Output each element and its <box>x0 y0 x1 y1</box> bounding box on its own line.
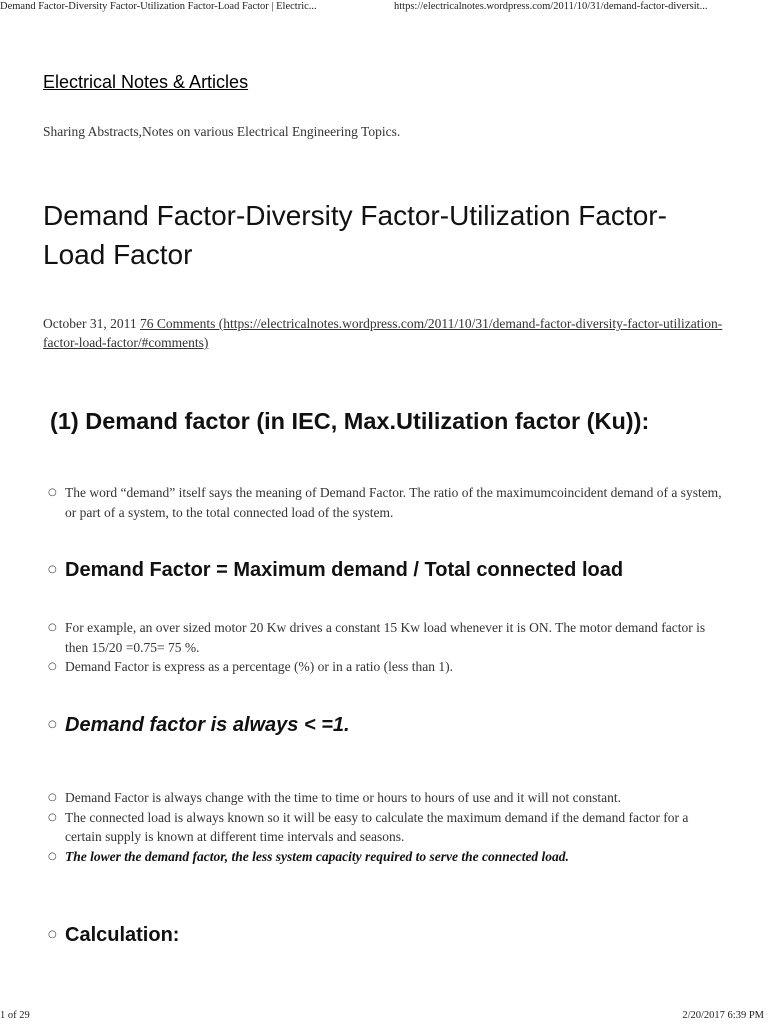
intro-list <box>48 483 728 522</box>
post-title: Demand Factor-Diversity Factor-Utilization Factor-Load Factor <box>43 200 667 270</box>
print-header <box>0 0 768 16</box>
print-footer <box>0 1010 768 1024</box>
list-item <box>48 557 728 583</box>
list-item <box>48 788 728 808</box>
circle-bullet-icon: ○ <box>48 564 57 575</box>
site-title-link[interactable]: Electrical Notes & Articles <box>43 72 249 92</box>
rule-heading: Demand factor is always < =1. <box>65 714 350 736</box>
section-heading-demand-factor: (1) Demand factor (in IEC, Max.Utilization factor (Ku)): <box>50 408 650 434</box>
circle-bullet-icon: ○ <box>48 487 57 498</box>
post-meta <box>43 314 723 352</box>
list-item-text: For example, an over sized motor 20 Kw drives a constant 15 Kw load whenever it is ON. The motor demand factor is then 15/20 =0.75= 75 %. <box>65 620 706 655</box>
example-list <box>48 618 728 677</box>
print-datetime: 2/20/2017 6:39 PM <box>682 1010 764 1021</box>
formula-heading: Demand Factor = Maximum demand / Total connected load <box>65 559 624 581</box>
emphasis-text: The lower the demand factor, the less system capacity required to serve the connected load. <box>65 848 569 864</box>
rule-list <box>48 712 728 738</box>
print-page-url: https://electricalnotes.wordpress.com/2011/10/31/demand-factor-diversit... <box>394 1 708 12</box>
list-item-text: Demand Factor is express as a percentage (%) or in a ratio (less than 1). <box>65 659 453 674</box>
list-item <box>48 712 728 738</box>
formula-list <box>48 557 728 583</box>
circle-bullet-icon: ○ <box>48 622 57 633</box>
notes-list <box>48 788 728 866</box>
print-page-title: Demand Factor-Diversity Factor-Utilization Factor-Load Factor | Electric... <box>0 1 317 12</box>
list-item <box>48 847 728 867</box>
circle-bullet-icon: ○ <box>48 661 57 672</box>
list-item <box>48 808 728 847</box>
site-description: Sharing Abstracts,Notes on various Electrical Engineering Topics. <box>43 124 401 139</box>
list-item-text: Demand Factor is always change with the time to time or hours to hours of use and it will not constant. <box>65 790 622 805</box>
list-item <box>48 657 728 677</box>
calculation-list <box>48 922 728 948</box>
circle-bullet-icon: ○ <box>48 792 57 803</box>
page-counter: 1 of 29 <box>0 1010 30 1021</box>
list-item-text: The word “demand” itself says the meaning of Demand Factor. The ratio of the maximumcoincident demand of a system, or part of a system, to the total connected load of the system. <box>65 485 722 520</box>
circle-bullet-icon: ○ <box>48 850 57 862</box>
comments-link[interactable]: 76 Comments (https://electricalnotes.wordpress.com/2011/10/31/demand-factor-diversity-factor-utilization-factor-load-factor/#comments) <box>43 316 723 350</box>
circle-bullet-icon: ○ <box>48 811 57 823</box>
list-item <box>48 922 728 948</box>
list-item <box>48 618 728 657</box>
circle-bullet-icon: ○ <box>48 929 57 940</box>
circle-bullet-icon: ○ <box>48 719 57 730</box>
calculation-heading: Calculation: <box>65 924 180 946</box>
list-item <box>48 483 728 522</box>
list-item-text: The connected load is always known so it will be easy to calculate the maximum demand if the demand factor for a certain supply is known at different time intervals and seasons. <box>65 809 689 844</box>
post-date: October 31, 2011 <box>43 316 137 331</box>
